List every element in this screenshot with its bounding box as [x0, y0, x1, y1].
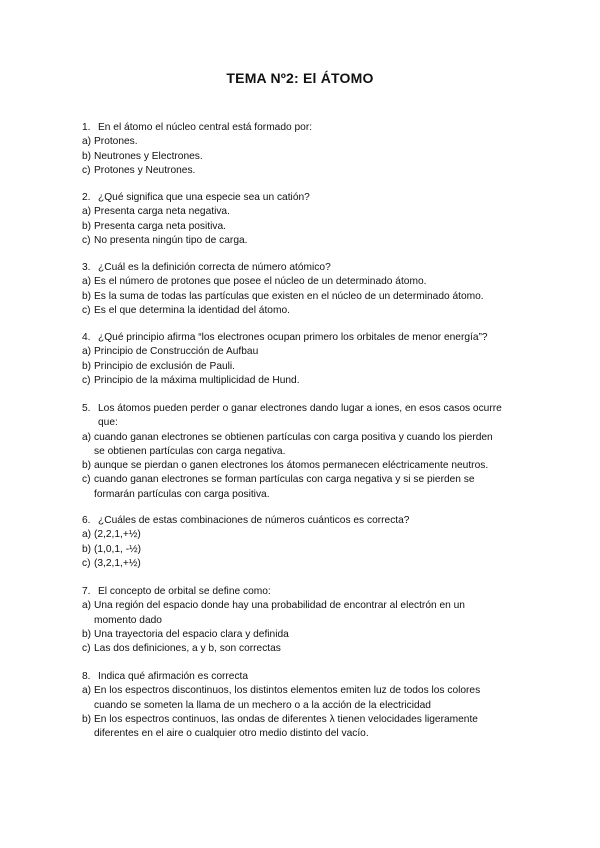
option [82, 275, 522, 289]
option-label: b) [82, 460, 92, 472]
option-label: a) [82, 136, 92, 148]
option-text: Es el número de protones que posee el núcleo de un determinado átomo. [94, 276, 427, 288]
option-continued: cuando se someten la llama de un mechero o a la acción de la electricidad [94, 699, 431, 711]
question-text: Indica qué afirmación es correcta [98, 671, 249, 682]
option-text: Una trayectoria del espacio clara y definida [94, 628, 289, 640]
question-4 [82, 331, 522, 388]
option-text: Presenta carga neta positiva. [94, 220, 226, 232]
option-text: Una región del espacio donde hay una probabilidad de encontrar al electrón en un [94, 600, 465, 612]
option-text: Es el que determina la identidad del átomo. [94, 304, 290, 316]
option [82, 543, 522, 557]
option-label: a) [82, 206, 92, 218]
option-continued: se obtienen partículas con carga negativa. [94, 445, 286, 457]
option-text: (2,2,1,+½) [94, 529, 141, 541]
option-label: c) [82, 474, 91, 486]
question-2 [82, 191, 522, 248]
question-text: El concepto de orbital se define como: [98, 586, 271, 597]
option-label: a) [82, 685, 92, 697]
option-label: c) [82, 164, 91, 176]
option-label: b) [82, 150, 92, 162]
option [82, 528, 522, 542]
option-label: a) [82, 276, 92, 288]
option-text: Protones y Neutrones. [94, 164, 196, 176]
option-text: aunque se pierdan o ganen electrones los átomos permanecen eléctricamente neutros. [94, 460, 489, 472]
option [82, 234, 522, 248]
option [82, 164, 522, 178]
option-label: a) [82, 431, 92, 443]
option-continued: diferentes en el aire o cualquier otro medio distinto del vacío. [94, 728, 369, 740]
option [82, 220, 522, 234]
option-label: b) [82, 543, 92, 555]
option-continued: formarán partículas con carga positiva. [94, 488, 270, 500]
option [82, 628, 522, 642]
question-text: ¿Cuál es la definición correcta de número atómico? [98, 262, 331, 273]
option [82, 290, 522, 304]
option-label: a) [82, 529, 92, 541]
option [82, 473, 522, 487]
option-text: Es la suma de todas las partículas que existen en el núcleo de un determinado átomo. [94, 290, 484, 302]
question-5 [82, 402, 522, 502]
question-text-continued: que: [98, 417, 118, 429]
option [82, 599, 522, 613]
option-text: Principio de la máxima multiplicidad de Hund. [94, 374, 300, 386]
option-label: b) [82, 360, 92, 372]
question-text: ¿Qué significa que una especie sea un catión? [98, 192, 310, 203]
question-number: 4. [82, 332, 91, 343]
question-number: 5. [82, 403, 91, 414]
question-text: ¿Qué principio afirma “los electrones ocupan primero los orbitales de menor energía”? [98, 332, 488, 343]
option-text: cuando ganan electrones se forman partículas con carga negativa y si se pierden se [94, 474, 475, 486]
option-label: b) [82, 713, 92, 725]
option [82, 304, 522, 318]
option [82, 684, 522, 698]
question-3 [82, 261, 522, 318]
option-label: c) [82, 234, 91, 246]
option-label: b) [82, 290, 92, 302]
option-text: Protones. [94, 136, 138, 148]
option-label: b) [82, 220, 92, 232]
option [82, 642, 522, 656]
question-number: 6. [82, 515, 91, 526]
question-number: 3. [82, 262, 91, 273]
option-continued: momento dado [94, 614, 162, 626]
option [82, 345, 522, 359]
option-label: c) [82, 643, 91, 655]
option [82, 205, 522, 219]
option-label: b) [82, 628, 92, 640]
option [82, 431, 522, 445]
question-8 [82, 670, 522, 741]
option-label: c) [82, 557, 91, 569]
option [82, 459, 522, 473]
question-number: 1. [82, 122, 91, 133]
question-7 [82, 585, 522, 656]
page-title: TEMA Nº2: El ÁTOMO [226, 70, 374, 86]
option-text: Principio de exclusión de Pauli. [94, 360, 236, 372]
option [82, 135, 522, 149]
option-text: (3,2,1,+½) [94, 557, 141, 569]
option-label: c) [82, 304, 91, 316]
option-text: No presenta ningún tipo de carga. [94, 234, 248, 246]
option [82, 374, 522, 388]
question-6 [82, 514, 522, 571]
option-text: (1,0,1, -½) [94, 543, 141, 555]
question-text: ¿Cuáles de estas combinaciones de números cuánticos es correcta? [98, 515, 410, 526]
option-label: c) [82, 374, 91, 386]
option-text: En los espectros continuos, las ondas de diferentes λ tienen velocidades ligeramente [94, 713, 478, 725]
option [82, 713, 522, 727]
option [82, 150, 522, 164]
question-number: 8. [82, 671, 91, 682]
option-text: Principio de Construcción de Aufbau [94, 346, 259, 358]
option [82, 557, 522, 571]
option-text: cuando ganan electrones se obtienen partículas con carga positiva y cuando los pierden [94, 431, 493, 443]
option [82, 360, 522, 374]
option-text: Neutrones y Electrones. [94, 150, 203, 162]
question-text: Los átomos pueden perder o ganar electrones dando lugar a iones, en esos casos ocurre [98, 403, 502, 414]
option-label: a) [82, 346, 92, 358]
option-text: En los espectros discontinuos, los distintos elementos emiten luz de todos los colores [94, 685, 481, 697]
option-text: Presenta carga neta negativa. [94, 206, 230, 218]
question-text: En el átomo el núcleo central está formado por: [98, 122, 313, 133]
option-text: Las dos definiciones, a y b, son correctas [94, 643, 281, 655]
option-label: a) [82, 600, 92, 612]
question-number: 2. [82, 192, 91, 203]
question-number: 7. [82, 586, 91, 597]
question-1 [82, 121, 522, 178]
